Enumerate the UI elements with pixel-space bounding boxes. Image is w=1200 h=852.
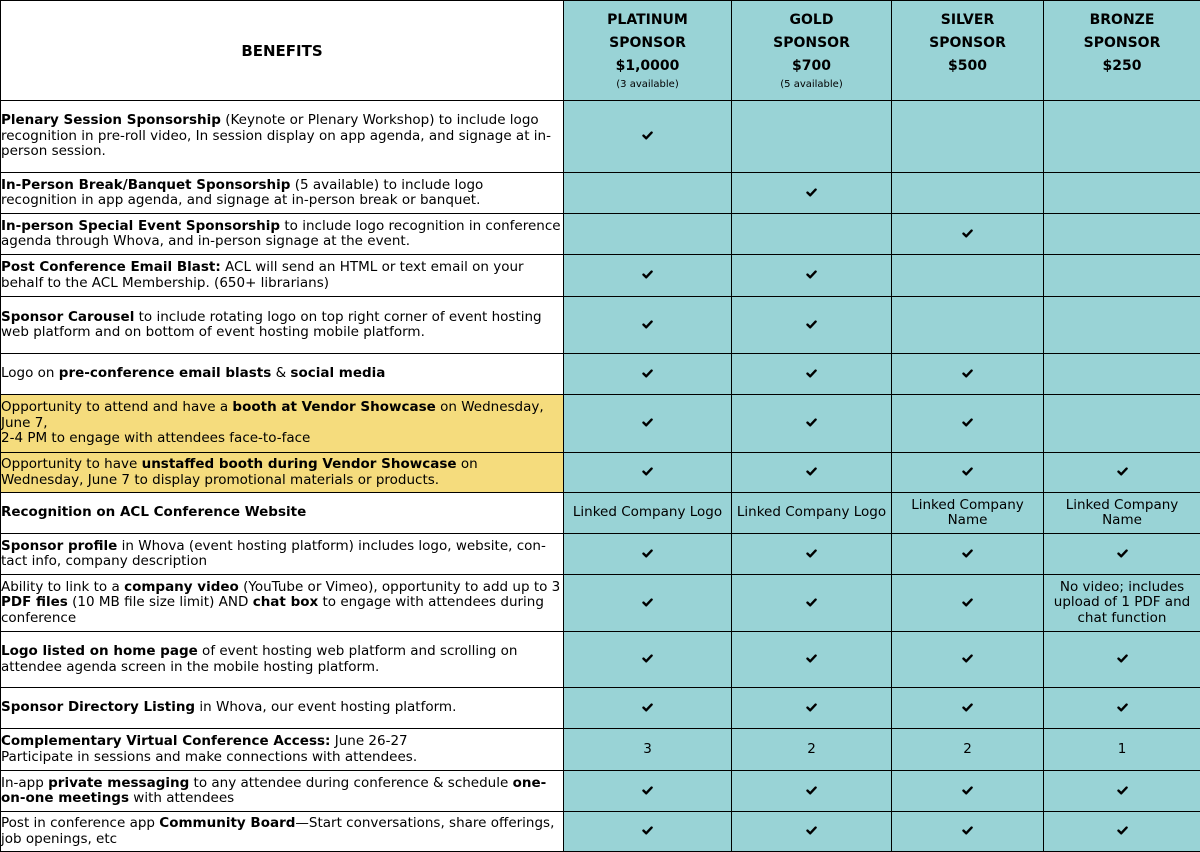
tier-cell-gold [732, 453, 892, 493]
benefit-row [1, 575, 1200, 632]
benefit-text-bold: booth at Vendor Showcase [232, 399, 435, 415]
tier-cell-platinum [564, 255, 732, 297]
checkmark-icon [962, 598, 973, 607]
checkmark-icon [806, 786, 817, 795]
tier-cell-bronze [1044, 493, 1200, 534]
tier-header-gold [732, 1, 892, 101]
benefit-text: Opportunity to attend and have a [1, 399, 232, 415]
checkmark-icon [1117, 826, 1128, 835]
benefit-description [1, 297, 564, 354]
checkmark-icon [1117, 786, 1128, 795]
benefit-description [1, 173, 564, 214]
tier-header-bronze [1044, 1, 1200, 101]
tier-cell-bronze [1044, 297, 1200, 354]
benefit-text-bold: one-on-one meetings [1, 775, 546, 807]
checkmark-icon [962, 826, 973, 835]
tier-cell-platinum [564, 688, 732, 729]
benefit-text: in Whova (event hosting platform) includes logo, website, con-tact info, company description [1, 538, 546, 570]
tier-cell-platinum [564, 812, 732, 852]
tier-cell-platinum [564, 575, 732, 632]
tier-cell-silver [892, 173, 1044, 214]
tier-cell-platinum [564, 534, 732, 575]
tier-cell-gold [732, 632, 892, 688]
checkmark-icon [642, 654, 653, 663]
benefit-description [1, 632, 564, 688]
tier-cell-bronze [1044, 688, 1200, 729]
tier-cell-silver [892, 632, 1044, 688]
benefit-description [1, 575, 564, 632]
checkmark-icon [806, 598, 817, 607]
benefit-text-bold: Sponsor profile [1, 538, 117, 554]
benefit-text: on Wednesday, June 7, [1, 399, 544, 431]
benefit-text: (YouTube or Vimeo), opportunity to add up to 3 [239, 579, 560, 595]
tier-cell-platinum [564, 632, 732, 688]
benefit-row [1, 632, 1200, 688]
benefit-text: on Wednesday, June 7 to display promotional materials or products. [1, 456, 478, 488]
benefit-text: In-app [1, 775, 48, 791]
tier-cell-platinum [564, 354, 732, 395]
tier-availability: (3 available) [564, 78, 731, 92]
benefit-row [1, 688, 1200, 729]
tier-price: $700 [732, 55, 891, 78]
tier-cell-bronze [1044, 534, 1200, 575]
tier-price: $250 [1044, 55, 1200, 78]
tier-cell-gold [732, 255, 892, 297]
checkmark-icon [642, 320, 653, 329]
tier-cell-gold [732, 395, 892, 453]
tier-cell-bronze [1044, 632, 1200, 688]
benefit-row [1, 354, 1200, 395]
tier-cell-bronze [1044, 771, 1200, 812]
tier-cell-gold [732, 771, 892, 812]
checkmark-icon [962, 418, 973, 427]
benefit-description [1, 354, 564, 395]
tier-cell-gold [732, 688, 892, 729]
tier-header-platinum [564, 1, 732, 101]
tier-cell-bronze [1044, 395, 1200, 453]
tier-cell-platinum [564, 771, 732, 812]
benefit-text: (10 MB file size limit) AND [68, 594, 253, 610]
benefit-text-bold: PDF files [1, 594, 68, 610]
benefit-text-bold: Sponsor Directory Listing [1, 699, 195, 715]
checkmark-icon [806, 418, 817, 427]
tier-cell-platinum [564, 101, 732, 173]
benefit-text-bold: Recognition on ACL Conference Website [1, 504, 306, 520]
benefit-row [1, 812, 1200, 852]
benefit-description [1, 493, 564, 534]
tier-cell-platinum [564, 729, 732, 771]
benefit-text: Logo on [1, 365, 59, 381]
tier-cell-text: No video; includes upload of 1 PDF and chat function [1044, 580, 1200, 627]
benefit-text: in Whova, our event hosting platform. [195, 699, 456, 715]
tier-cell-silver [892, 729, 1044, 771]
tier-cell-platinum [564, 493, 732, 534]
tier-cell-gold [732, 297, 892, 354]
benefit-text: to include rotating logo on top right corner of event hosting web platform and on bottom of event hosting mobile platform. [1, 309, 542, 341]
benefit-text-bold: Complementary Virtual Conference Access: [1, 733, 330, 749]
checkmark-icon [806, 467, 817, 476]
benefit-text-bold: Logo listed on home page [1, 643, 198, 659]
benefit-description [1, 729, 564, 771]
tier-cell-silver [892, 101, 1044, 173]
benefit-row [1, 493, 1200, 534]
benefit-text: 2-4 PM to engage with attendees face-to-face [1, 430, 310, 446]
benefit-text: with attendees [129, 790, 234, 806]
benefit-row [1, 214, 1200, 255]
checkmark-icon [806, 270, 817, 279]
tier-cell-platinum [564, 173, 732, 214]
benefit-row [1, 101, 1200, 173]
benefit-description [1, 688, 564, 729]
benefit-text-bold: unstaffed booth during Vendor Showcase [142, 456, 457, 472]
tier-cell-bronze [1044, 812, 1200, 852]
tier-cell-platinum [564, 395, 732, 453]
benefit-text: to engage with attendees during conference [1, 594, 544, 626]
tier-cell-text: 2 [732, 742, 891, 758]
benefit-description [1, 214, 564, 255]
benefit-description [1, 771, 564, 812]
benefits-table-body [1, 101, 1200, 852]
benefit-text: Opportunity to have [1, 456, 142, 472]
tier-cell-silver [892, 493, 1044, 534]
benefit-text-bold: Sponsor Carousel [1, 309, 134, 325]
tier-cell-gold [732, 534, 892, 575]
tier-cell-text: 2 [892, 742, 1043, 758]
benefits-column-header: BENEFITS [1, 1, 564, 101]
tier-cell-text: 1 [1044, 742, 1200, 758]
benefit-text-bold: company video [124, 579, 239, 595]
tier-cell-silver [892, 688, 1044, 729]
tier-cell-gold [732, 173, 892, 214]
benefit-row [1, 729, 1200, 771]
tier-cell-silver [892, 214, 1044, 255]
tier-cell-silver [892, 534, 1044, 575]
benefit-row [1, 255, 1200, 297]
tier-cell-silver [892, 354, 1044, 395]
tier-cell-bronze [1044, 729, 1200, 771]
benefit-text: —Start conversations, share offerings, job openings, etc [1, 815, 554, 847]
tier-name-line2: SPONSOR [564, 32, 731, 55]
benefit-text: Post in conference app [1, 815, 159, 831]
benefit-description [1, 255, 564, 297]
tier-cell-text: Linked Company Name [1044, 498, 1200, 529]
tier-cell-gold [732, 575, 892, 632]
tier-cell-text: Linked Company Name [892, 498, 1043, 529]
tier-cell-gold [732, 214, 892, 255]
checkmark-icon [962, 786, 973, 795]
benefit-description [1, 534, 564, 575]
tier-name-line1: BRONZE [1044, 9, 1200, 32]
tier-cell-gold [732, 354, 892, 395]
benefit-text-bold: Community Board [159, 815, 295, 831]
tier-cell-bronze [1044, 214, 1200, 255]
tier-cell-silver [892, 771, 1044, 812]
tier-name-line2: SPONSOR [732, 32, 891, 55]
benefit-description [1, 101, 564, 173]
checkmark-icon [806, 369, 817, 378]
checkmark-icon [806, 826, 817, 835]
benefit-text-bold: social media [290, 365, 385, 381]
tier-cell-bronze [1044, 575, 1200, 632]
benefit-text: & [271, 365, 290, 381]
benefit-text-bold: Post Conference Email Blast: [1, 259, 221, 275]
tier-cell-text: Linked Company Logo [564, 505, 731, 521]
benefit-text: (5 available) to include logo recognition in app agenda, and signage at in-person break or banquet. [1, 177, 483, 209]
checkmark-icon [962, 654, 973, 663]
tier-cell-silver [892, 255, 1044, 297]
checkmark-icon [642, 786, 653, 795]
tier-name-line1: PLATINUM [564, 9, 731, 32]
checkmark-icon [962, 369, 973, 378]
benefit-row [1, 534, 1200, 575]
benefit-text-bold: pre-conference email blasts [59, 365, 272, 381]
benefit-description [1, 812, 564, 852]
checkmark-icon [1117, 703, 1128, 712]
benefit-row [1, 771, 1200, 812]
checkmark-icon [1117, 654, 1128, 663]
checkmark-icon [962, 549, 973, 558]
benefit-text: Ability to link to a [1, 579, 124, 595]
benefit-description [1, 395, 564, 453]
benefit-row [1, 453, 1200, 493]
checkmark-icon [642, 369, 653, 378]
benefit-text-bold: chat box [253, 594, 319, 610]
checkmark-icon [806, 703, 817, 712]
checkmark-icon [642, 549, 653, 558]
benefit-text: to any attendee during conference & schedule [189, 775, 512, 791]
checkmark-icon [642, 131, 653, 140]
tier-name-line2: SPONSOR [1044, 32, 1200, 55]
benefit-text-bold: Plenary Session Sponsorship [1, 112, 221, 128]
tier-cell-bronze [1044, 173, 1200, 214]
tier-cell-text: 3 [564, 742, 731, 758]
tier-cell-gold [732, 729, 892, 771]
checkmark-icon [642, 418, 653, 427]
checkmark-icon [642, 703, 653, 712]
benefit-row [1, 395, 1200, 453]
header-row [1, 1, 1200, 101]
checkmark-icon [962, 703, 973, 712]
checkmark-icon [642, 598, 653, 607]
benefit-text-bold: In-person Special Event Sponsorship [1, 218, 280, 234]
tier-cell-silver [892, 395, 1044, 453]
tier-cell-platinum [564, 453, 732, 493]
tier-cell-platinum [564, 214, 732, 255]
checkmark-icon [806, 320, 817, 329]
benefit-text: June 26-27 [330, 733, 407, 749]
tier-price: $500 [892, 55, 1043, 78]
tier-cell-bronze [1044, 101, 1200, 173]
tier-name-line1: SILVER [892, 9, 1043, 32]
checkmark-icon [806, 188, 817, 197]
tier-cell-gold [732, 812, 892, 852]
checkmark-icon [642, 826, 653, 835]
tier-cell-gold [732, 101, 892, 173]
tier-cell-bronze [1044, 354, 1200, 395]
tier-name-line1: GOLD [732, 9, 891, 32]
benefit-text: (Keynote or Plenary Workshop) to include logo recognition in pre-roll video, In session display on app agenda, and signage at in-person session. [1, 112, 551, 159]
checkmark-icon [806, 549, 817, 558]
tier-availability: (5 available) [732, 78, 891, 92]
benefit-description [1, 453, 564, 493]
tier-header-silver [892, 1, 1044, 101]
tier-cell-silver [892, 297, 1044, 354]
tier-cell-silver [892, 453, 1044, 493]
checkmark-icon [962, 229, 973, 238]
benefit-text: Participate in sessions and make connections with attendees. [1, 749, 417, 765]
benefit-row [1, 173, 1200, 214]
benefit-row [1, 297, 1200, 354]
benefit-text-bold: In-Person Break/Banquet Sponsorship [1, 177, 290, 193]
tier-name-line2: SPONSOR [892, 32, 1043, 55]
checkmark-icon [642, 467, 653, 476]
tier-cell-silver [892, 575, 1044, 632]
tier-price: $1,0000 [564, 55, 731, 78]
tier-cell-silver [892, 812, 1044, 852]
benefit-text-bold: private messaging [48, 775, 189, 791]
checkmark-icon [962, 467, 973, 476]
checkmark-icon [1117, 549, 1128, 558]
checkmark-icon [806, 654, 817, 663]
benefit-text: ACL will send an HTML or text email on your behalf to the ACL Membership. (650+ librarians) [1, 259, 524, 291]
benefit-text: of event hosting web platform and scrolling on attendee agenda screen in the mobile hosting platform. [1, 643, 517, 675]
benefit-text: to include logo recognition in conference agenda through Whova, and in-person signage at the event. [1, 218, 561, 250]
checkmark-icon [1117, 467, 1128, 476]
tier-cell-bronze [1044, 255, 1200, 297]
tier-cell-platinum [564, 297, 732, 354]
tier-cell-bronze [1044, 453, 1200, 493]
checkmark-icon [642, 270, 653, 279]
tier-cell-gold [732, 493, 892, 534]
tier-cell-text: Linked Company Logo [732, 505, 891, 521]
